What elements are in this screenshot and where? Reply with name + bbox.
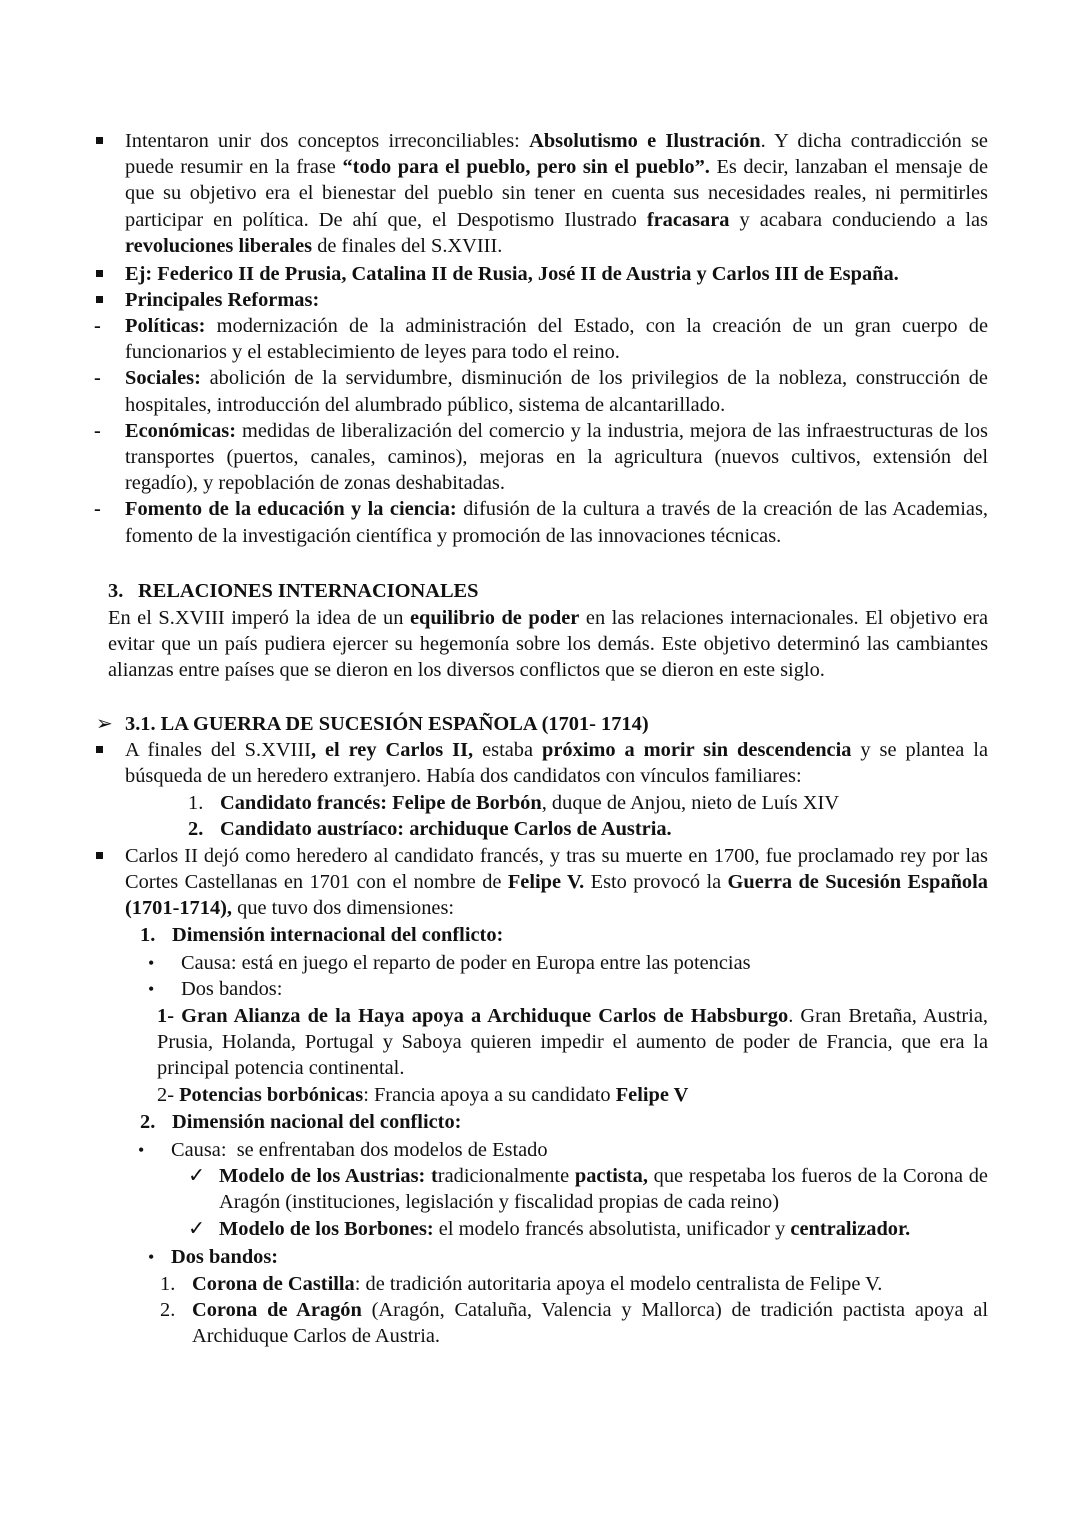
dash-marker: - [94,419,101,442]
square-bullet-icon [96,137,103,144]
document-page: Intentaron unir dos conceptos irreconciliables: Absolutismo e Ilustración. Y dicha contradicción se puede resumir en la frase “todo para el pueblo, pero sin el pueblo”. Es decir, lanzaban el mensaje de que su objetivo era el bienestar del pueblo sin tener en cuenta sus necesidades reales, ni permitirles participar en política. De ahí que, el Despotismo Ilustrado fracasara y acabara conduciendo a las revoluciones liberales de finales del S.XVIII. Ej: Federico II de Prusia, Catalina II de Rusia, José II de Austria y Carlos III de España. Principales Reformas: - Políticas: modernización de la administración del Estado, con la creación de un gran cuerpo de funcionarios y el establecimiento de leyes para todo el reino. - Sociales: abolición de la servidumbre, disminución de los privilegios de la nobleza, construcción de hospitales, introducción del alumbrado público, sistema de alcantarillado. - Económicas: medidas de liberalización del comercio y la industria, mejora de las infraestructuras de los transportes (puertos, canales, caminos), mejoras en la agricultura (nuevos cultivos, extensión del regadío), y repoblación de zonas deshabitadas. - Fomento de la educación y la ciencia: difusión de la cultura a través de la creación de las Academias, fomento de la investigación científica y promoción de las innovaciones técnicas. 3. RELACIONES INTERNACIONALES En el S.XVIII imperó la idea de un equilibrio de poder en las relaciones internacionales. El objetivo era evitar que un país pudiera ejercer su hegemonía sobre los demás. Este objetivo determinó las cambiantes alianzas entre países que se dieron en los diversos conflictos que se dieron en este siglo. ➢ 3.1. LA GUERRA DE SUCESIÓN ESPAÑOLA (1701- 1714) A finales del S.XVIII, el rey Carlos II, estaba próximo a morir sin descendencia y se plantea la búsqueda de un heredero extranjero. Había dos candidatos con vínculos familiares: 1. Candidato francés: Felipe de Borbón, duque de Anjou, nieto de Luís XIV 2. Candidato austríaco: archiduque Carlos de Austria. Carlos II dejó como heredero al candidato francés, y tras su muerte en 1700, fue proclamado rey por las Cortes Castellanas en 1701 con el nombre de Felipe V. Esto provocó la Guerra de Sucesión Española (1701-1714), que tuvo dos dimensiones: 1. Dimensión internacional del conflicto: • Causa: está en juego el reparto de poder en Europa entre las potencias • Dos bandos: 1- Gran Alianza de la Haya apoya a Archiduque Carlos de Habsburgo. Gran Bretaña, Austria, Prusia, Holanda, Portugal y Saboya quieren impedir el aumento de poder de Francia, que era la principal potencia continental. 2- Potencias borbónicas: Francia apoya a su candidato Felipe V 2. Dimensión nacional del conflicto: • Causa: se enfrentaban dos modelos de Estado ✓ Modelo de los Austrias: tradicionalmente pactista, que respetaba los fueros de la Corona de Aragón (instituciones, legislación y fiscalidad propias de cada reino) ✓ Modelo de los Borbones: el modelo francés absolutista, unificador y centralizador. • Dos bandos: 1. Corona de Castilla: de tradición autoritaria apoya el modelo centralista de Felipe V. 2. Corona de Aragón (Aragón, Cataluña, Valencia y Mallorca) de tradición pactista apoya al Archiduque Carlos de Austria. [0,0,1080,1527]
candidates-list [188,790,988,842]
dash-marker: - [94,367,101,390]
band-description: 2- Potencias borbónicas: Francia apoya a su candidato Felipe V [157,1084,689,1106]
examples-text: Ej: Federico II de Prusia, Catalina II de Rusia, José II de Austria y Carlos III de España. [125,263,899,285]
reform-item: - Políticas: modernización de la administración del Estado, con la creación de un gran cuerpo de funcionarios y el establecimiento de leyes para todo el reino. [94,315,988,364]
bullet-reforms-heading [96,287,988,313]
arrow-bullet-icon: ➢ [96,713,113,735]
section-paragraph: En el S.XVIII imperó la idea de un equilibrio de poder en las relaciones internacionales. El objetivo era evitar que un país pudiera ejercer su hegemonía sobre los demás. Este objetivo determinó las cambiantes alianzas entre países que se dieron en los diversos conflictos que se dieron en este siglo. [108,607,988,682]
dot-bullet-icon: • [138,1140,145,1160]
reform-item: - Económicas: medidas de liberalización del comercio y la industria, mejora de las infraestructuras de los transportes (puertos, canales, caminos), mejoras en la agricultura (nuevos cultivos, extensión del regadío), y repoblación de zonas deshabitadas. [94,419,988,495]
reform-item: - Sociales: abolición de la servidumbre, disminución de los privilegios de la nobleza, construcción de hospitales, introducción del alumbrado público, sistema de alcantarillado. [94,367,988,416]
dot-bullet-icon: • [148,1247,155,1267]
section-title: RELACIONES INTERNACIONALES [138,580,479,602]
band-item: 1. Corona de Castilla: de tradición autoritaria apoya el modelo centralista de Felipe V. [160,1273,883,1295]
candidate-item: 1. Candidato francés: Felipe de Borbón, duque de Anjou, nieto de Luís XIV [188,792,840,814]
band-item: 2. Corona de Aragón (Aragón, Cataluña, Valencia y Mallorca) de tradición pactista apoya al Archiduque Carlos de Austria. [160,1299,989,1348]
square-bullet-icon [96,296,103,303]
bullet-paragraph [96,128,988,259]
bullet-examples [96,261,988,287]
candidate-item: 2. Candidato austríaco: archiduque Carlos de Austria. [188,818,672,841]
section-number: 3. [108,580,124,602]
subsection-title: 3.1. LA GUERRA DE SUCESIÓN ESPAÑOLA (1701- 1714) [125,713,649,735]
reforms-list [94,313,988,549]
model-item: ✓ Modelo de los Borbones: el modelo francés absolutista, unificador y centralizador. [188,1216,988,1242]
bands-list [160,1271,988,1350]
reform-item: - Fomento de la educación y la ciencia: difusión de la cultura a través de la creación de las Academias, fomento de la investigación científica y promoción de las innovaciones técnicas. [94,498,988,547]
square-bullet-icon [96,270,103,277]
dot-bullet-icon: • [148,979,155,999]
dot-bullet-icon: • [148,953,155,973]
square-bullet-icon [96,852,103,859]
dash-marker: - [94,315,101,337]
square-bullet-icon [96,746,103,753]
bullet-paragraph: A finales del S.XVIII, el rey Carlos II, estaba próximo a morir sin descendencia y se plantea la búsqueda de un heredero extranjero. Había dos candidatos con vínculos familiares: [96,737,988,789]
reforms-heading: Principales Reformas: [125,289,320,311]
model-item: ✓ Modelo de los Austrias: tradicionalmente pactista, que respetaba los fueros de la Corona de Aragón (instituciones, legislación y fiscalidad propias de cada reino) [188,1165,988,1214]
dash-marker: - [94,498,101,521]
section-heading [108,578,988,604]
check-icon: ✓ [188,1218,206,1240]
paragraph-text: Intentaron unir dos conceptos irreconciliables: Absolutismo e Ilustración. Y dicha contradicción se puede resumir en la frase “todo para el pueblo, pero sin el pueblo”. Es decir, lanzaban el mensaje de que su objetivo era el bienestar del pueblo sin tener en cuenta sus necesidades reales, ni permitirles participar en política. De ahí que, el Despotismo Ilustrado fracasara y acabara conduciendo a las revoluciones liberales de finales del S.XVIII. [125,130,989,257]
band-description: 1- Gran Alianza de la Haya apoya a Archiduque Carlos de Habsburgo. Gran Bretaña, Austria, Prusia, Holanda, Portugal y Saboya quieren impedir el aumento de poder de Francia, que era la principal potencia continental. [157,1005,988,1080]
check-icon: ✓ [188,1165,206,1187]
bullet-paragraph: Carlos II dejó como heredero al candidato francés, y tras su muerte en 1700, fue proclamado rey por las Cortes Castellanas en 1701 con el nombre de Felipe V. Esto provocó la Guerra de Sucesión Española (1701-1714), que tuvo dos dimensiones: [96,843,988,922]
